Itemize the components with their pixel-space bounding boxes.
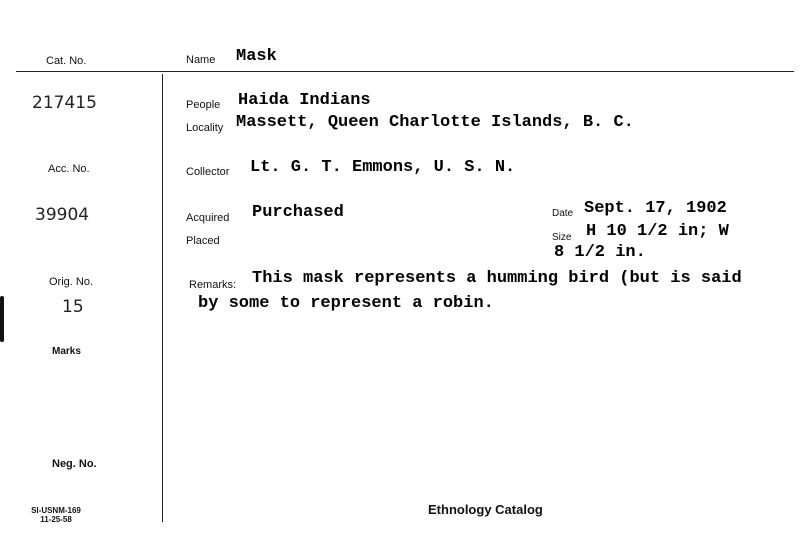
neg-no-label: Neg. No.: [52, 458, 97, 470]
size-label: Size: [552, 232, 572, 243]
form-number: [26, 506, 86, 524]
orig-no-value: 15: [62, 297, 84, 317]
name-value: Mask: [236, 47, 277, 66]
acc-no-label: Acc. No.: [48, 163, 90, 175]
edge-mark: [0, 296, 4, 342]
date-label: Date: [552, 208, 574, 219]
column-divider: [162, 74, 163, 522]
form-number-line1: SI-USNM-169: [31, 506, 81, 515]
cat-no-label: Cat. No.: [46, 55, 87, 67]
people-value: Haida Indians: [238, 91, 371, 110]
cat-no-value: 217415: [32, 93, 97, 113]
name-label: Name: [186, 54, 216, 66]
form-number-line2: 11-25-58: [40, 515, 72, 524]
size-value-line2: 8 1/2 in.: [554, 243, 646, 262]
orig-no-label: Orig. No.: [49, 276, 94, 288]
locality-value: Massett, Queen Charlotte Islands, B. C.: [236, 113, 634, 132]
locality-label: Locality: [186, 122, 224, 134]
catalog-title: Ethnology Catalog: [428, 502, 543, 517]
remarks-line1: This mask represents a humming bird (but is said: [252, 269, 742, 288]
collector-label: Collector: [186, 166, 230, 178]
acc-no-value: 39904: [35, 205, 90, 225]
date-value: Sept. 17, 1902: [584, 199, 727, 218]
collector-value: Lt. G. T. Emmons, U. S. N.: [250, 158, 516, 177]
acquired-label: Acquired: [186, 212, 230, 224]
acquired-value: Purchased: [252, 203, 344, 222]
size-value-line1: H 10 1/2 in; W: [586, 222, 729, 241]
people-label: People: [186, 99, 221, 111]
marks-label: Marks: [52, 346, 81, 357]
placed-label: Placed: [186, 235, 220, 247]
remarks-line2: by some to represent a robin.: [198, 294, 494, 313]
header-rule: [16, 71, 794, 72]
remarks-label: Remarks:: [189, 279, 237, 291]
